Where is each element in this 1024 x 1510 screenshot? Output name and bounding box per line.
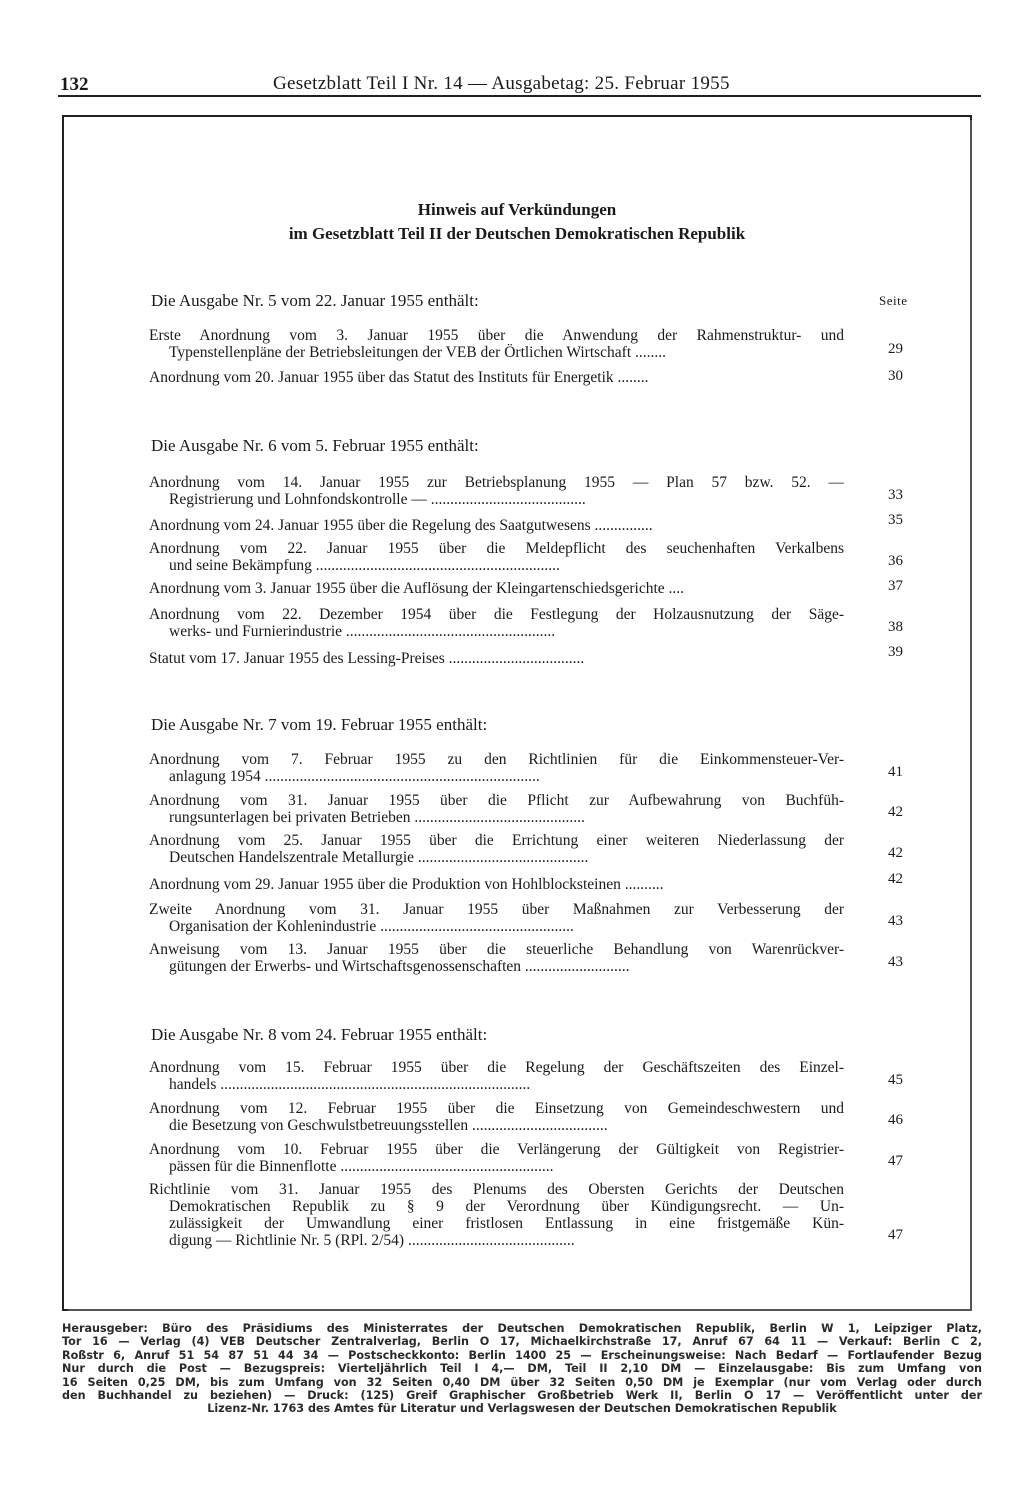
- notice-title: Hinweis auf Verkündungen: [417, 200, 617, 219]
- entry-page: 42: [888, 845, 903, 861]
- entry-line: handels ................................................................................: [169, 1076, 531, 1093]
- entry-page: 42: [888, 871, 903, 887]
- list-item: [149, 792, 844, 826]
- entry-line: Anordnung vom 22. Dezember 1954 über die Festlegung der Holzausnutzung der Säge-: [149, 606, 844, 623]
- list-item: [149, 876, 844, 893]
- entry-line: Anordnung vom 12. Februar 1955 über die Einsetzung von Gemeindeschwestern und: [149, 1100, 844, 1117]
- list-item: [149, 517, 844, 534]
- list-item: [149, 941, 844, 975]
- entry-line: Anordnung vom 31. Januar 1955 über die Pflicht zur Aufbewahrung von Buchfüh-: [149, 792, 844, 809]
- imprint-line: 16 Seiten 0,25 DM, bis zum Umfang von 32 Seiten 0,40 DM über 32 Seiten 0,50 DM je Exemplar (nur vom Verlag oder durch: [62, 1375, 982, 1389]
- list-item: [149, 327, 844, 361]
- entry-page: 33: [888, 487, 903, 503]
- list-item: [149, 580, 844, 597]
- entry-line: Anordnung vom 15. Februar 1955 über die Regelung der Geschäftszeiten des Einzel-: [149, 1059, 844, 1076]
- entry-page: 42: [888, 804, 903, 820]
- entry-page: 35: [888, 512, 903, 528]
- list-item: [149, 1059, 844, 1093]
- entry-line: Anordnung vom 20. Januar 1955 über das Statut des Instituts für Energetik ........: [149, 369, 649, 386]
- entry-line: Anordnung vom 10. Februar 1955 über die Verlängerung der Gültigkeit von Registrier-: [149, 1141, 844, 1158]
- entry-line: Erste Anordnung vom 3. Januar 1955 über die Anwendung der Rahmenstruktur- und: [149, 327, 844, 344]
- entry-line: anlagung 1954 .......................................................................: [169, 768, 540, 785]
- running-header: Gesetzblatt Teil I Nr. 14 — Ausgabetag: 25. Februar 1955: [273, 73, 730, 94]
- entry-page: 45: [888, 1072, 903, 1088]
- entry-line: Deutschen Handelszentrale Metallurgie ............................................: [169, 849, 589, 866]
- entry-page: 43: [888, 954, 903, 970]
- entry-line: die Besetzung von Geschwulstbetreuungsstellen ...................................: [169, 1117, 608, 1134]
- entry-page: 43: [888, 913, 903, 929]
- notice-subtitle: im Gesetzblatt Teil II der Deutschen Demokratischen Republik: [288, 224, 746, 243]
- list-item: [149, 751, 844, 785]
- imprint-line: Herausgeber: Büro des Präsidiums des Ministerrates der Deutschen Demokratischen Republik, Berlin W 1, Leipziger Platz,: [62, 1322, 982, 1335]
- entry-line: gütungen der Erwerbs- und Wirtschaftsgenossenschaften ...........................: [169, 958, 630, 975]
- entry-line: werks- und Furnierindustrie ......................................................: [169, 623, 556, 640]
- entry-page: 38: [888, 619, 903, 635]
- entry-line: Anweisung vom 13. Januar 1955 über die steuerliche Behandlung von Warenrückver-: [149, 941, 844, 958]
- list-item: [149, 832, 844, 866]
- imprint-line: den Buchhandel zu beziehen) — Druck: (125) Greif Graphischer Großbetrieb Werk II, Berlin O 17 — Veröffentlicht unter der: [62, 1389, 982, 1403]
- list-item: [149, 1100, 844, 1134]
- entry-line: rungsunterlagen bei privaten Betrieben ............................................: [169, 809, 585, 826]
- header-rule: [58, 95, 981, 97]
- entry-line: Anordnung vom 7. Februar 1955 zu den Richtlinien für die Einkommensteuer-Ver-: [149, 751, 844, 768]
- entry-line: Typenstellenpläne der Betriebsleitungen der VEB der Örtlichen Wirtschaft ........: [169, 344, 667, 361]
- entry-page: 41: [888, 764, 903, 780]
- entry-line: Anordnung vom 3. Januar 1955 über die Auflösung der Kleingartenschiedsgerichte ....: [149, 580, 685, 597]
- entry-line: Organisation der Kohlenindustrie ..................................................: [169, 918, 574, 935]
- list-item: [149, 1181, 844, 1249]
- imprint-line: Lizenz-Nr. 1763 des Amtes für Literatur und Verlagswesen der Deutschen Demokratischen Republik: [207, 1402, 837, 1416]
- imprint-line: Tor 16 — Verlag (4) VEB Deutscher Zentralverlag, Berlin O 17, Michaelkirchstraße 17, Anruf 67 64 11 — Verkauf: Berlin C 2,: [62, 1335, 982, 1349]
- entry-line: Richtlinie vom 31. Januar 1955 des Plenums des Obersten Gerichts der Deutschen: [149, 1181, 844, 1198]
- entry-line: und seine Bekämpfung ...............................................................: [169, 557, 560, 574]
- list-item: [149, 650, 844, 667]
- entry-line: Anordnung vom 29. Januar 1955 über die Produktion von Hohlblocksteinen ..........: [149, 876, 664, 893]
- list-item: [149, 540, 844, 574]
- issue-heading: Die Ausgabe Nr. 6 vom 5. Februar 1955 enthält:: [151, 436, 479, 455]
- entry-line: pässen für die Binnenflotte .......................................................: [169, 1158, 554, 1175]
- list-item: [149, 1141, 844, 1175]
- entry-line: Anordnung vom 22. Januar 1955 über die Meldepflicht des seuchenhaften Verkalbens: [149, 540, 844, 557]
- entry-page: 46: [888, 1112, 903, 1128]
- issue-heading: Die Ausgabe Nr. 7 vom 19. Februar 1955 enthält:: [151, 715, 488, 734]
- notice-box: [62, 115, 972, 1311]
- entry-line: zulässigkeit der Umwandlung einer fristlosen Entlassung in eine fristgemäße Kün-: [169, 1215, 844, 1232]
- entry-line: Statut vom 17. Januar 1955 des Lessing-Preises ...................................: [149, 650, 585, 667]
- entry-line: Anordnung vom 24. Januar 1955 über die Regelung des Saatgutwesens ...............: [149, 517, 653, 534]
- entry-page: 39: [888, 644, 903, 660]
- entry-line: Zweite Anordnung vom 31. Januar 1955 über Maßnahmen zur Verbesserung der: [149, 901, 844, 918]
- entry-line: digung — Richtlinie Nr. 5 (RPl. 2/54) ...........................................: [169, 1232, 575, 1249]
- list-item: [149, 901, 844, 935]
- entry-line: Demokratischen Republik zu § 9 der Verordnung über Kündigungsrecht. — Un-: [169, 1198, 844, 1215]
- imprint-line: Nur durch die Post — Bezugspreis: Vierteljährlich Teil I 4,— DM, Teil II 2,10 DM — Einzelausgabe: Bis zum Umfang von: [62, 1362, 982, 1376]
- entry-line: Anordnung vom 25. Januar 1955 über die Errichtung einer weiteren Niederlassung der: [149, 832, 844, 849]
- entry-page: 47: [888, 1227, 903, 1243]
- issue-heading: Die Ausgabe Nr. 8 vom 24. Februar 1955 enthält:: [151, 1025, 488, 1044]
- entry-page: 37: [888, 578, 903, 594]
- entry-page: 47: [888, 1153, 903, 1169]
- entry-page: 30: [888, 368, 903, 384]
- list-item: [149, 369, 844, 386]
- entry-page: 36: [888, 553, 903, 569]
- entry-line: Anordnung vom 14. Januar 1955 zur Betriebsplanung 1955 — Plan 57 bzw. 52. —: [149, 474, 844, 491]
- page-number: 132: [60, 74, 89, 95]
- list-item: [149, 474, 844, 508]
- issue-heading: Die Ausgabe Nr. 5 vom 22. Januar 1955 enthält:: [151, 291, 479, 310]
- page-column-label: Seite: [879, 293, 908, 308]
- imprint: [62, 1322, 982, 1416]
- entry-page: 29: [888, 341, 903, 357]
- list-item: [149, 606, 844, 640]
- imprint-line: Roßstr 6, Anruf 51 54 87 51 44 34 — Postscheckkonto: Berlin 1400 25 — Erscheinungsweise: Nach Bedarf — Fortlaufender Bezug: [62, 1348, 982, 1362]
- entry-line: Registrierung und Lohnfondskontrolle — ........................................: [169, 491, 586, 508]
